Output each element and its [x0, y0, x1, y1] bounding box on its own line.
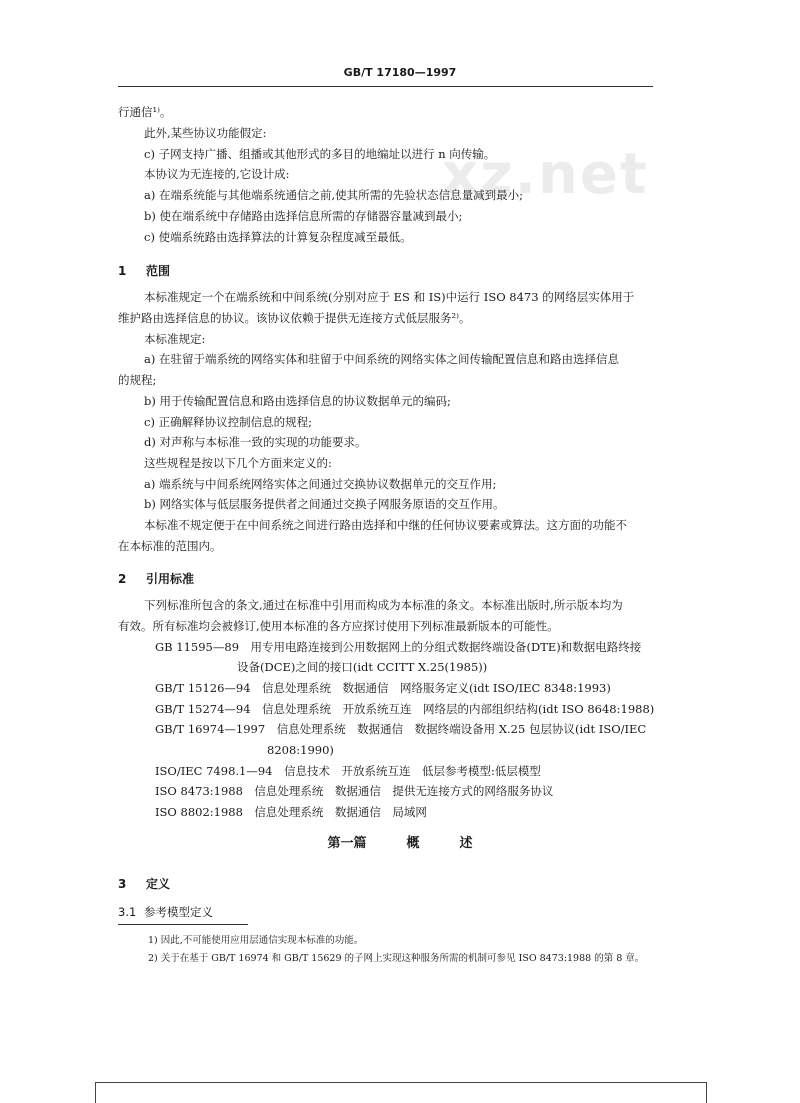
intro-line: c) 子网支持广播、组播或其他形式的多目的地编址以进行 n 向传输。: [144, 147, 496, 161]
footnote: 1) 因此,不可能使用应用层通信实现本标准的功能。: [148, 935, 364, 946]
section-1-line: 维护路由选择信息的协议。该协议依赖于提供无连接方式低层服务²⁾。: [118, 311, 471, 325]
section-2-heading: [118, 570, 194, 587]
section-number: 2: [118, 572, 127, 586]
reference-entry: 8208:1990): [267, 743, 334, 757]
intro-line: 行通信¹⁾。: [118, 105, 172, 119]
reference-entry: GB/T 15274—94 信息处理系统 开放系统互连 网络层的内部组织结构(idt ISO 8648:1988): [155, 702, 655, 716]
section-1-line: a) 端系统与中间系统网络实体之间通过交换协议数据单元的交互作用;: [144, 477, 497, 491]
section-1-line: 的规程;: [118, 373, 157, 387]
footnote: 2) 关于在基于 GB/T 16974 和 GB/T 15629 的子网上实现这种服务所需的机制可参见 ISO 8473:1988 的第 8 章。: [148, 953, 645, 964]
intro-line: 此外,某些协议功能假定:: [144, 126, 267, 140]
subsection-title: 参考模型定义: [144, 905, 213, 919]
part-title-char: 述: [459, 836, 473, 851]
section-1-line: 本标准规定一个在端系统和中间系统(分别对应于 ES 和 IS)中运行 ISO 8473 的网络层实体用于: [144, 290, 635, 304]
section-2-line: 有效。所有标准均会被修订,使用本标准的各方应探讨使用下列标准最新版本的可能性。: [118, 619, 559, 633]
section-1-line: 本标准不规定便于在中间系统之间进行路由选择和中继的任何协议要素或算法。这方面的功能不: [144, 518, 627, 532]
section-1-heading: [118, 262, 170, 279]
reference-entry: GB 11595—89 用专用电路连接到公用数据网上的分组式数据终端设备(DTE)和数据电路终接: [155, 640, 642, 654]
header-rule: [118, 86, 653, 87]
footnote-separator: [118, 924, 248, 925]
reference-entry: GB/T 15126—94 信息处理系统 数据通信 网络服务定义(idt ISO/IEC 8348:1993): [155, 681, 611, 695]
intro-line: 本协议为无连接的,它设计成:: [144, 167, 290, 181]
subsection-number: 3.1: [118, 905, 137, 919]
reference-entry: ISO/IEC 7498.1—94 信息技术 开放系统互连 低层参考模型:低层模型: [155, 764, 541, 778]
section-3-heading: [118, 875, 170, 892]
reference-entry: 设备(DCE)之间的接口(idt CCITT X.25(1985)): [237, 660, 488, 674]
part-title-number: 第一篇: [327, 836, 367, 851]
section-1-line: b) 用于传输配置信息和路由选择信息的协议数据单元的编码;: [144, 394, 451, 408]
section-title: 定义: [146, 877, 171, 891]
reference-entry: ISO 8802:1988 信息处理系统 数据通信 局域网: [155, 805, 427, 819]
section-2-line: 下列标准所包含的条文,通过在标准中引用而构成为本标准的条文。本标准出版时,所示版本均为: [144, 598, 623, 612]
watermark: xz.net: [442, 142, 649, 207]
intro-line: c) 使端系统路由选择算法的计算复杂程度减至最低。: [144, 230, 412, 244]
section-1-line: 本标准规定:: [144, 332, 206, 346]
intro-line: a) 在端系统能与其他端系统通信之前,使其所需的先验状态信息量减到最小;: [144, 188, 524, 202]
reference-entry: GB/T 16974—1997 信息处理系统 数据通信 数据终端设备用 X.25 包层协议(idt ISO/IEC: [155, 722, 647, 736]
section-title: 范围: [146, 264, 171, 278]
section-title: 引用标准: [146, 572, 195, 586]
section-1-line: 这些规程是按以下几个方面来定义的:: [144, 456, 332, 470]
intro-line: b) 使在端系统中存储路由选择信息所需的存储器容量减到最小;: [144, 209, 463, 223]
reference-entry: ISO 8473:1988 信息处理系统 数据通信 提供无连接方式的网络服务协议: [155, 784, 554, 798]
part-title-char: 概: [406, 836, 420, 851]
page-border: [95, 1082, 707, 1103]
subsection-3-1-heading: [118, 905, 213, 919]
section-number: 3: [118, 877, 127, 891]
part-heading: [0, 832, 800, 851]
section-1-line: d) 对声称与本标准一致的实现的功能要求。: [144, 435, 367, 449]
section-1-line: b) 网络实体与低层服务提供者之间通过交换子网服务原语的交互作用。: [144, 497, 505, 511]
section-1-line: c) 正确解释协议控制信息的规程;: [144, 415, 312, 429]
section-1-line: 在本标准的范围内。: [118, 539, 222, 553]
section-1-line: a) 在驻留于端系统的网络实体和驻留于中间系统的网络实体之间传输配置信息和路由选择信息: [144, 352, 619, 366]
standard-number-header: GB/T 17180—1997: [343, 66, 457, 79]
section-number: 1: [118, 264, 127, 278]
